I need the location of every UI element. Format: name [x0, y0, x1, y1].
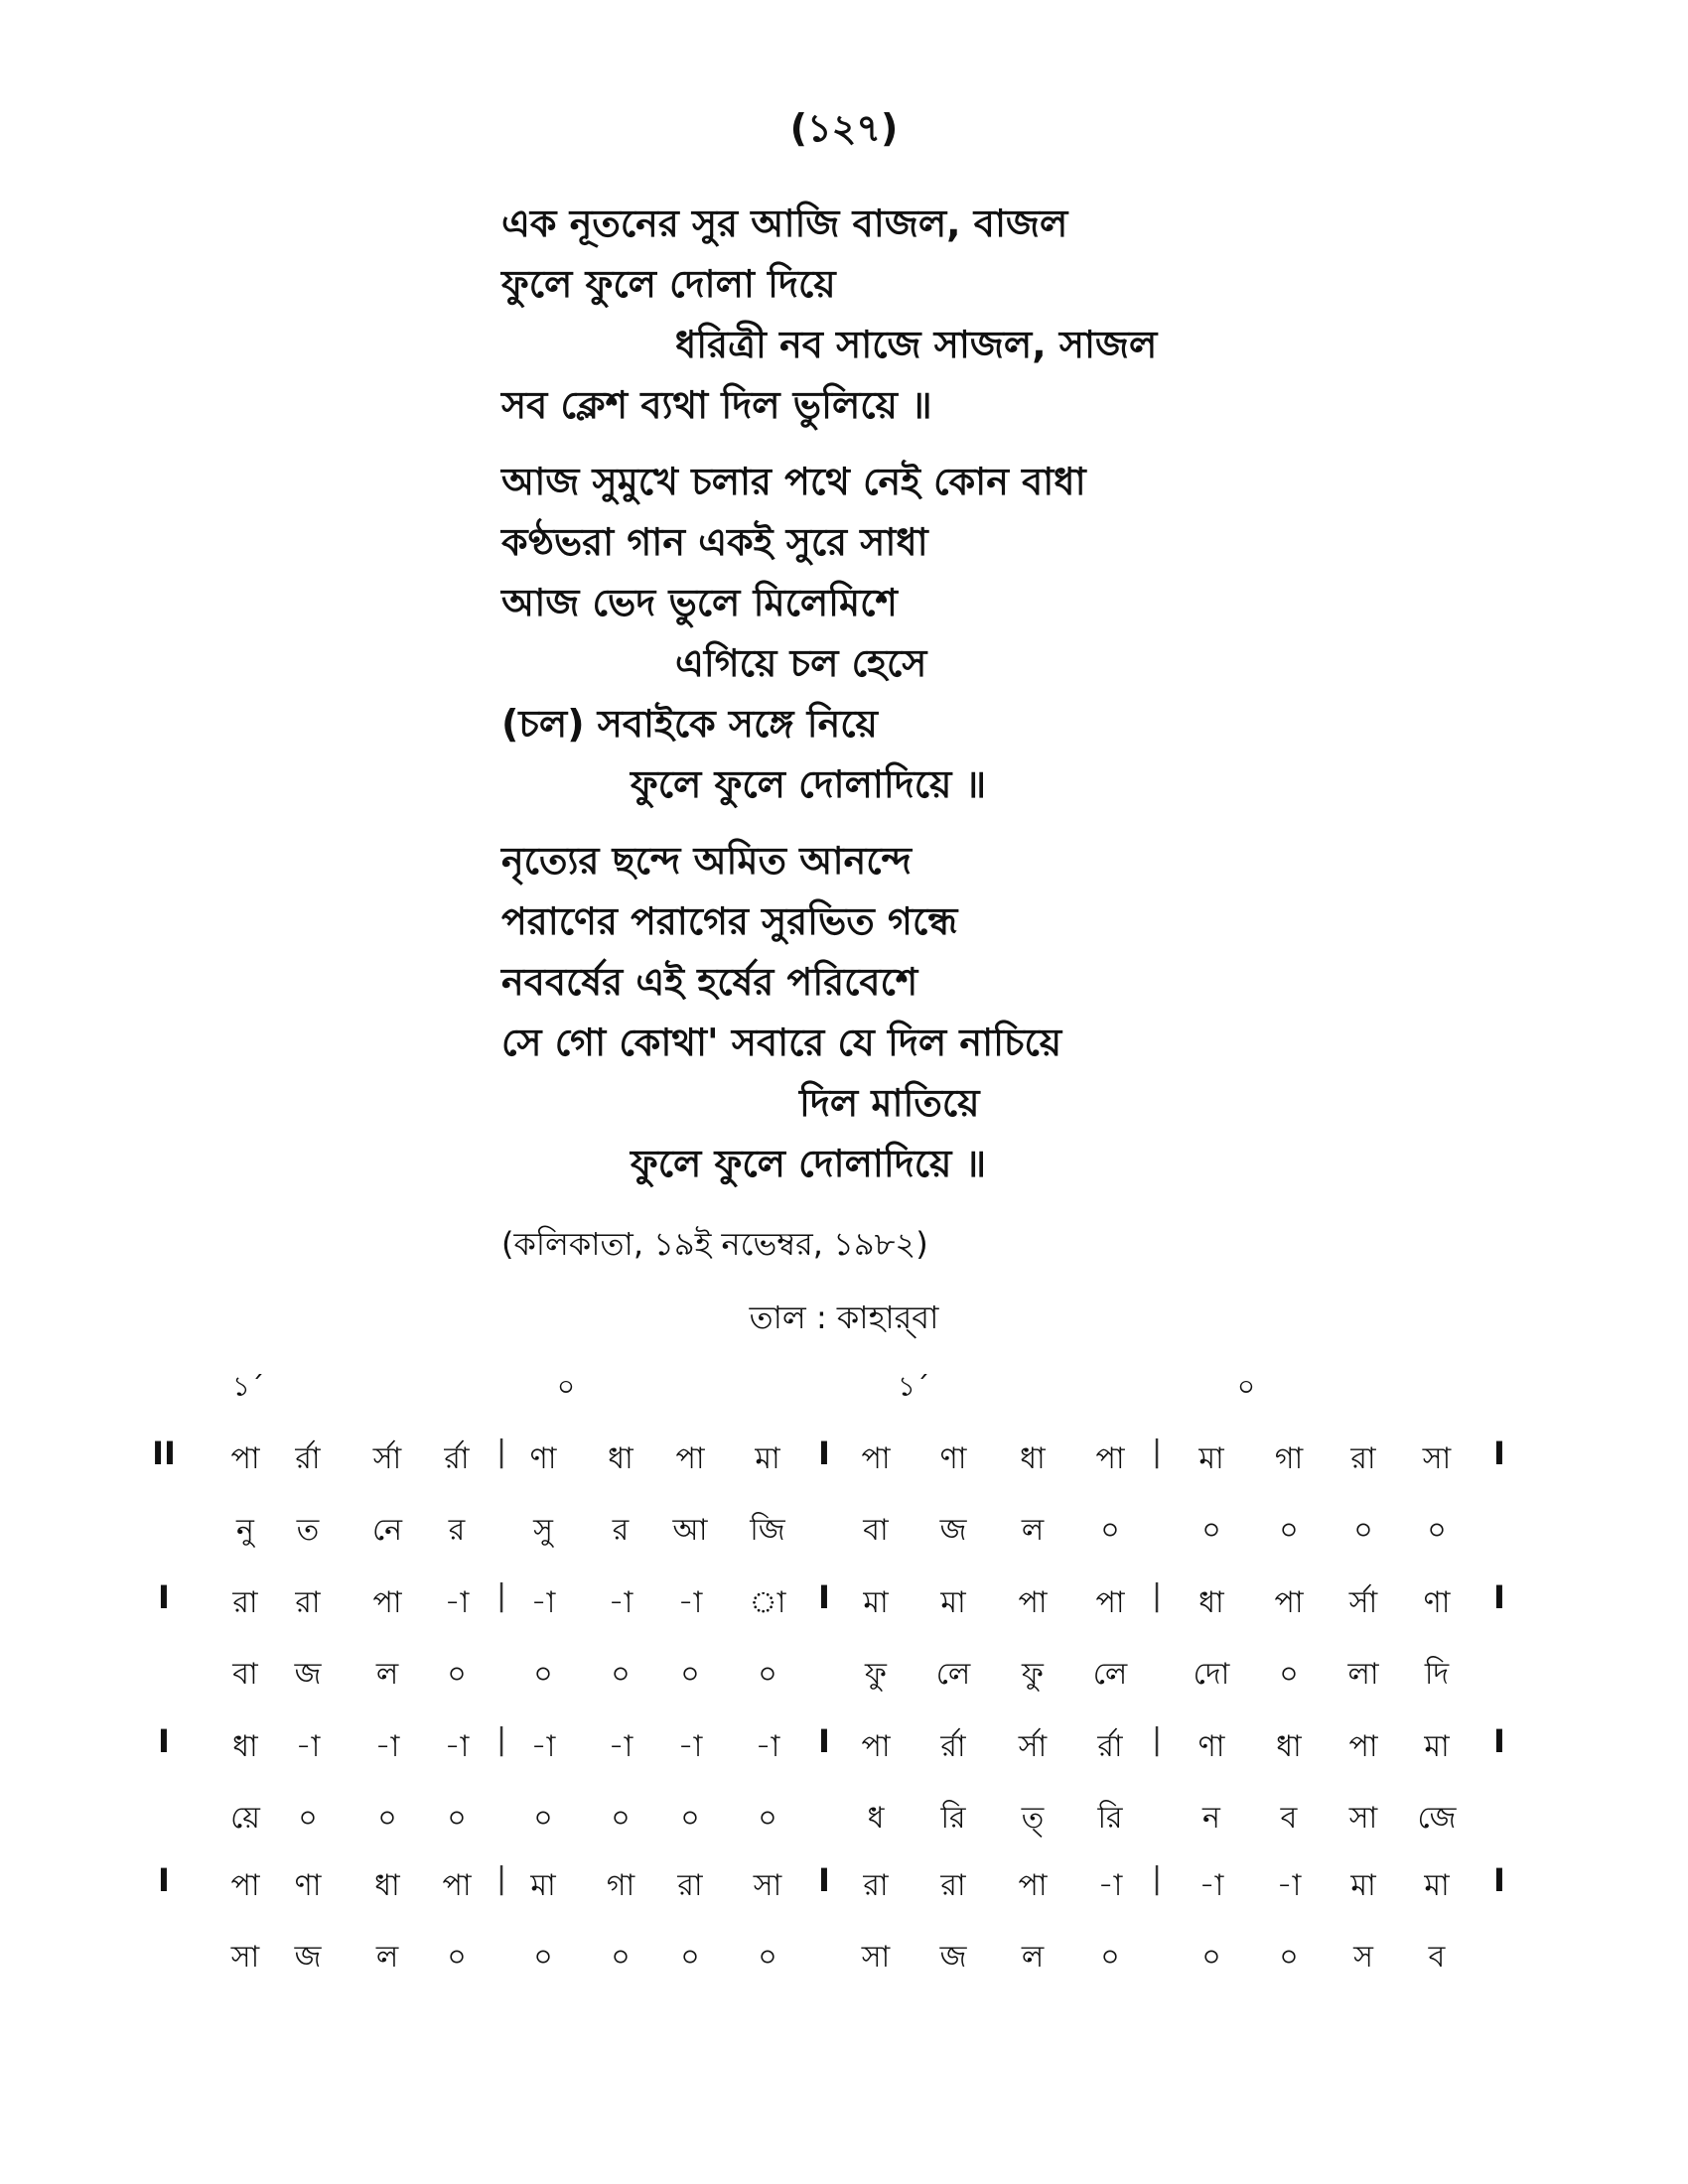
lyric-line: (চল) সবাইকে সঙ্গে নিয়ে	[501, 702, 878, 746]
syllable-cell: দো	[1193, 1657, 1230, 1692]
note-cell: -া	[1198, 1868, 1224, 1903]
syllable-cell: ত্	[1021, 1801, 1045, 1836]
syllable-cell: সা	[861, 1940, 891, 1975]
lyric-line: ফুলে ফুলে দোলাদিয়ে ॥	[631, 762, 987, 806]
syllable-cell: ০	[680, 1940, 700, 1975]
beat-separator: |	[495, 1722, 507, 1757]
syllable-cell: র	[612, 1513, 630, 1548]
lyric-line: ধরিত্রী নব সাজে সাজল, সাজল	[675, 323, 1158, 366]
syllable-cell: ০	[377, 1801, 397, 1836]
note-cell: র্রা	[295, 1441, 321, 1476]
note-cell: -া	[1097, 1868, 1123, 1903]
beat-separator: |	[1151, 1434, 1163, 1469]
note-cell: ধা	[374, 1868, 400, 1903]
syllable-cell: জে	[1417, 1801, 1457, 1836]
beat-separator: |	[1151, 1861, 1163, 1896]
note-cell: ণা	[294, 1868, 322, 1903]
syllable-cell: ০	[1279, 1657, 1299, 1692]
syllable-cell: ০	[758, 1657, 777, 1692]
note-cell: পা	[675, 1441, 705, 1476]
note-cell: -া	[608, 1585, 633, 1620]
syllable-cell: র	[448, 1513, 466, 1548]
end-bar: I	[1493, 1861, 1505, 1899]
note-cell: রা	[677, 1868, 703, 1903]
note-cell: মা	[1198, 1441, 1224, 1476]
syllable-cell: ০	[611, 1940, 631, 1975]
syllable-cell: ব	[1280, 1801, 1298, 1836]
syllable-cell: ত	[296, 1513, 320, 1548]
beat-mark: ০	[1236, 1370, 1256, 1403]
note-cell: -া	[677, 1729, 703, 1764]
mid-bar: I	[818, 1578, 830, 1616]
end-bar: I	[1493, 1722, 1505, 1760]
syllable-cell: ০	[447, 1657, 467, 1692]
lyric-line: কণ্ঠভরা গান একই সুরে সাধা	[501, 520, 928, 564]
lyric-line: এগিয়ে চল হেসে	[675, 641, 927, 685]
syllable-cell: জ	[294, 1940, 322, 1975]
syllable-cell: জ	[939, 1940, 967, 1975]
lyric-line: ফুলে ফুলে দোলাদিয়ে ॥	[631, 1142, 987, 1185]
note-cell: ধা	[232, 1729, 258, 1764]
syllable-cell: ল	[1021, 1513, 1045, 1548]
note-cell: ধা	[1020, 1441, 1046, 1476]
syllable-cell: জি	[750, 1513, 785, 1548]
note-cell: র্সা	[372, 1441, 402, 1476]
syllable-cell: জ	[939, 1513, 967, 1548]
end-bar: I	[1493, 1578, 1505, 1616]
note-cell: মা	[1424, 1868, 1450, 1903]
syllable-cell: ০	[447, 1940, 467, 1975]
note-cell: া	[749, 1585, 786, 1620]
syllable-cell: য়ে	[230, 1801, 260, 1836]
lyric-line: এক নূতনের সুর আজি বাজল, বাজল	[501, 202, 1068, 245]
syllable-cell: ব	[1428, 1940, 1446, 1975]
syllable-cell: সা	[1348, 1801, 1378, 1836]
lyric-line: নৃত্যের ছন্দে অমিত আনন্দে	[501, 839, 913, 883]
lyric-line: দিল মাতিয়ে	[799, 1081, 980, 1125]
note-cell: -া	[677, 1585, 703, 1620]
syllable-cell: ০	[298, 1801, 318, 1836]
note-cell: সা	[753, 1868, 782, 1903]
syllable-cell: ০	[1279, 1940, 1299, 1975]
taal-line: তাল : কাহার্‌বা	[749, 1298, 939, 1336]
note-cell: ধা	[1276, 1729, 1302, 1764]
beat-mark: ১´	[231, 1370, 265, 1403]
beat-separator: |	[1151, 1578, 1163, 1613]
note-cell: রা	[295, 1585, 321, 1620]
note-cell: ণা	[1423, 1585, 1451, 1620]
note-cell: পা	[230, 1441, 260, 1476]
note-cell: ধা	[608, 1441, 633, 1476]
syllable-cell: লে	[935, 1657, 971, 1692]
syllable-cell: ল	[375, 1940, 399, 1975]
beat-mark: ১´	[897, 1370, 930, 1403]
syllable-cell: ল	[1021, 1940, 1045, 1975]
note-cell: রা	[1350, 1441, 1376, 1476]
note-cell: র্রা	[1097, 1729, 1123, 1764]
note-cell: মা	[1350, 1868, 1376, 1903]
syllable-cell: নু	[236, 1513, 254, 1548]
syllable-cell: ০	[1100, 1940, 1120, 1975]
note-cell: গা	[1274, 1441, 1304, 1476]
beat-separator: |	[495, 1434, 507, 1469]
note-cell: পা	[1095, 1585, 1125, 1620]
syllable-cell: সা	[230, 1940, 260, 1975]
syllable-cell: ০	[1353, 1513, 1373, 1548]
note-cell: মা	[530, 1868, 556, 1903]
note-cell: -া	[1276, 1868, 1302, 1903]
note-cell: মা	[755, 1441, 780, 1476]
syllable-cell: ০	[1201, 1513, 1221, 1548]
lyric-line: আজ ভেদ ভুলে মিলেমিশে	[501, 581, 898, 624]
note-cell: মা	[863, 1585, 889, 1620]
beat-separator: |	[1151, 1722, 1163, 1757]
syllable-cell: ০	[1427, 1513, 1447, 1548]
lyric-line: নববর্ষের এই হর্ষের পরিবেশে	[501, 960, 918, 1004]
syllable-cell: ০	[533, 1940, 553, 1975]
note-cell: গা	[606, 1868, 635, 1903]
note-cell: পা	[1348, 1729, 1378, 1764]
date-line: (কলিকাতা, ১৯ই নভেম্বর, ১৯৮২)	[501, 1225, 928, 1263]
syllable-cell: ন	[1202, 1801, 1220, 1836]
note-cell: মা	[1424, 1729, 1450, 1764]
note-cell: -া	[444, 1729, 470, 1764]
beat-mark: ০	[556, 1370, 576, 1403]
syllable-cell: রি	[1097, 1801, 1123, 1836]
mid-bar: I	[818, 1722, 830, 1760]
note-cell: -া	[608, 1729, 633, 1764]
syllable-cell: নে	[371, 1513, 403, 1548]
note-cell: রা	[863, 1868, 889, 1903]
lyric-line: সে গো কোথা' সবারে যে দিল নাচিয়ে	[501, 1021, 1062, 1064]
note-cell: র্সা	[1348, 1585, 1378, 1620]
note-cell: র্সা	[1018, 1729, 1048, 1764]
note-cell: -া	[444, 1585, 470, 1620]
beat-separator: |	[495, 1578, 507, 1613]
mid-bar: I	[818, 1434, 830, 1472]
syllable-cell: ০	[758, 1801, 777, 1836]
note-cell: রা	[232, 1585, 258, 1620]
syllable-cell: ০	[1100, 1513, 1120, 1548]
syllable-cell: ০	[758, 1940, 777, 1975]
lyric-line: সব ক্লেশ ব্যথা দিল ভুলিয়ে ॥	[501, 383, 932, 427]
note-cell: -া	[530, 1729, 556, 1764]
syllable-cell: ০	[611, 1801, 631, 1836]
syllable-cell: রি	[940, 1801, 966, 1836]
syllable-cell: লে	[1092, 1657, 1128, 1692]
syllable-cell: সু	[533, 1513, 553, 1548]
note-cell: পা	[1095, 1441, 1125, 1476]
syllable-cell: ০	[680, 1801, 700, 1836]
note-cell: র্রা	[444, 1441, 470, 1476]
syllable-cell: ল	[375, 1657, 399, 1692]
note-cell: -া	[755, 1729, 780, 1764]
end-bar: I	[1493, 1434, 1505, 1472]
lyric-line: ফুলে ফুলে দোলা দিয়ে	[501, 262, 836, 306]
syllable-cell: জ	[294, 1657, 322, 1692]
note-cell: ণা	[939, 1441, 967, 1476]
note-cell: পা	[861, 1441, 891, 1476]
page-number: (১২৭)	[789, 106, 899, 150]
syllable-cell: ০	[533, 1657, 553, 1692]
start-bar: II	[152, 1434, 176, 1472]
syllable-cell: ০	[533, 1801, 553, 1836]
syllable-cell: ০	[611, 1657, 631, 1692]
syllable-cell: ফু	[865, 1657, 887, 1692]
start-bar: I	[158, 1722, 170, 1760]
note-cell: পা	[861, 1729, 891, 1764]
syllable-cell: ০	[447, 1801, 467, 1836]
beat-separator: |	[495, 1861, 507, 1896]
syllable-cell: বা	[863, 1513, 889, 1548]
note-cell: ণা	[529, 1441, 557, 1476]
syllable-cell: ০	[1279, 1513, 1299, 1548]
note-cell: মা	[940, 1585, 966, 1620]
note-cell: পা	[1274, 1585, 1304, 1620]
syllable-cell: আ	[672, 1513, 708, 1548]
syllable-cell: ফু	[1022, 1657, 1044, 1692]
syllable-cell: ০	[680, 1657, 700, 1692]
lyric-line: পরাণের পরাগের সুরভিত গন্ধে	[501, 899, 958, 943]
note-cell: রা	[940, 1868, 966, 1903]
lyric-line: আজ সুমুখে চলার পথে নেই কোন বাধা	[501, 460, 1086, 503]
note-cell: -া	[374, 1729, 400, 1764]
note-cell: সা	[1422, 1441, 1452, 1476]
note-cell: পা	[442, 1868, 472, 1903]
note-cell: পা	[372, 1585, 402, 1620]
mid-bar: I	[818, 1861, 830, 1899]
note-cell: পা	[230, 1868, 260, 1903]
start-bar: I	[158, 1578, 170, 1616]
syllable-cell: ধ	[867, 1801, 885, 1836]
syllable-cell: দি	[1424, 1657, 1450, 1692]
note-cell: -া	[295, 1729, 321, 1764]
note-cell: -া	[530, 1585, 556, 1620]
note-cell: ধা	[1198, 1585, 1224, 1620]
syllable-cell: লা	[1347, 1657, 1379, 1692]
note-cell: ণা	[1197, 1729, 1225, 1764]
syllable-cell: ০	[1201, 1940, 1221, 1975]
syllable-cell: স	[1353, 1940, 1373, 1975]
start-bar: I	[158, 1861, 170, 1899]
syllable-cell: বা	[232, 1657, 258, 1692]
note-cell: র্রা	[940, 1729, 966, 1764]
note-cell: পা	[1018, 1585, 1048, 1620]
note-cell: পা	[1018, 1868, 1048, 1903]
